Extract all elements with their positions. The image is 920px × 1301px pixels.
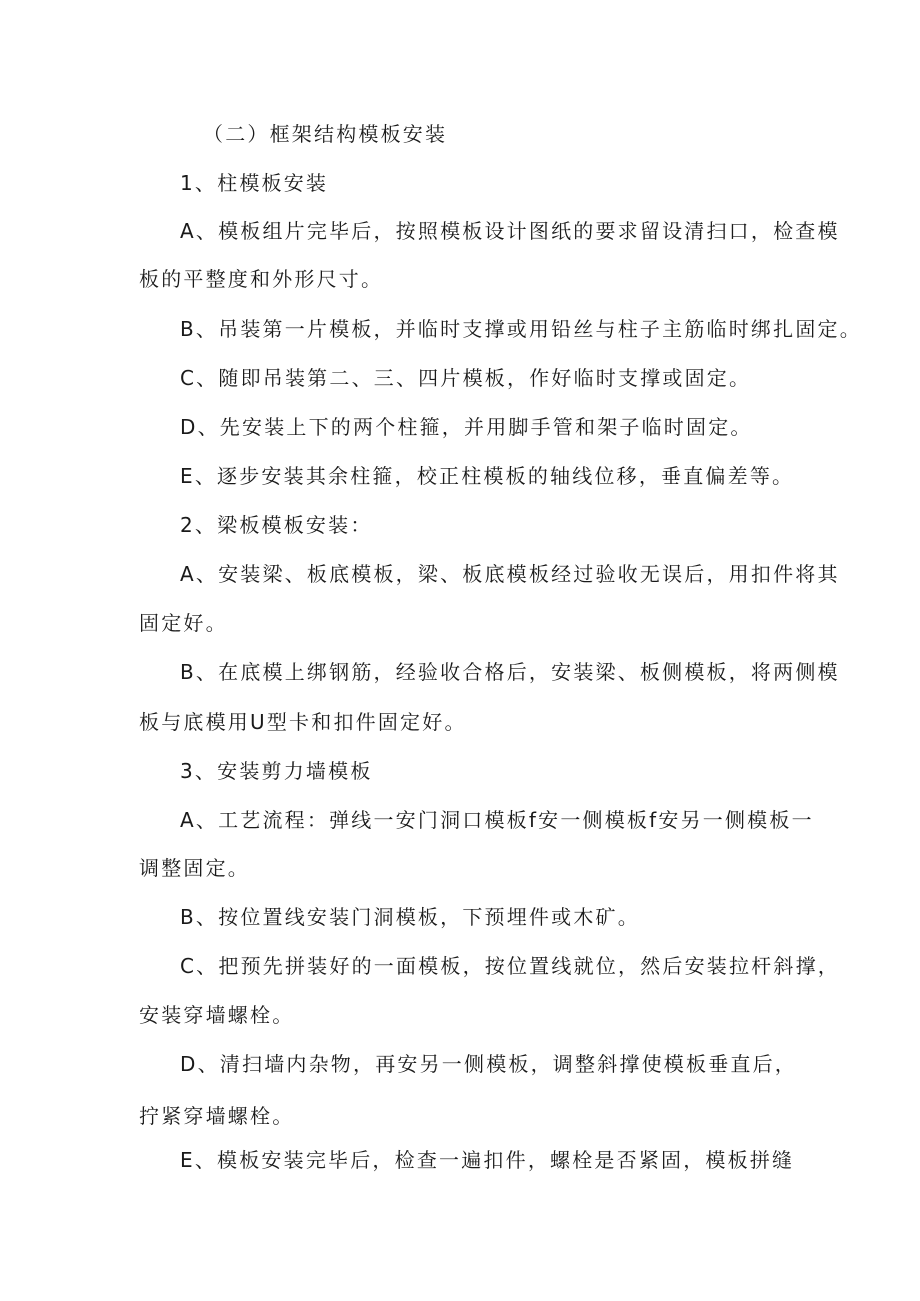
paragraph-line: C、随即吊装第二、三、四片模板，作好临时支撑或固定。 xyxy=(180,366,752,390)
paragraph-line: 板的平整度和外形尺寸。 xyxy=(139,267,384,291)
paragraph-line: 板与底模用U型卡和扣件固定好。 xyxy=(139,710,467,734)
paragraph-line: A、安装梁、板底模板，梁、板底模板经过验收无误后，用扣件将其 xyxy=(180,562,840,586)
paragraph-line: E、逐步安装其余柱箍，校正柱模板的轴线位移，垂直偏差等。 xyxy=(180,464,795,488)
paragraph-line: A、工艺流程：弹线一安门洞口模板f安一侧模板f安另一侧模板一 xyxy=(180,808,814,832)
paragraph-line: 调整固定。 xyxy=(139,856,250,880)
paragraph-line: D、清扫墙内杂物，再安另一侧模板，调整斜撑使模板垂直后， xyxy=(180,1052,797,1076)
subsection-heading: 3、安装剪力墙模板 xyxy=(180,759,373,783)
subsection-heading: 1、柱模板安装 xyxy=(180,171,329,195)
paragraph-line: B、吊装第一片模板，并临时支撑或用铅丝与柱子主筋临时绑扎固定。 xyxy=(180,317,862,341)
paragraph-line: 拧紧穿墙螺栓。 xyxy=(139,1104,295,1128)
paragraph-line: A、模板组片完毕后，按照模板设计图纸的要求留设清扫口，检查模 xyxy=(180,219,840,243)
paragraph-line: C、把预先拼装好的一面模板，按位置线就位，然后安装拉杆斜撑， xyxy=(180,954,840,978)
subsection-heading: 2、梁板模板安装： xyxy=(180,513,373,537)
paragraph-line: 安装穿墙螺栓。 xyxy=(139,1003,295,1027)
paragraph-line: D、先安装上下的两个柱箍，并用脚手管和架子临时固定。 xyxy=(180,415,753,439)
paragraph-line: B、按位置线安装门洞模板，下预埋件或木矿。 xyxy=(180,905,640,929)
paragraph-line: 固定好。 xyxy=(139,611,228,635)
section-heading: （二）框架结构模板安装 xyxy=(203,122,448,146)
paragraph-line: B、在底模上绑钢筋，经验收合格后，安装梁、板侧模板，将两侧模 xyxy=(180,660,840,684)
paragraph-line: E、模板安装完毕后，检查一遍扣件，螺栓是否紧固，模板拼缝 xyxy=(180,1148,795,1172)
